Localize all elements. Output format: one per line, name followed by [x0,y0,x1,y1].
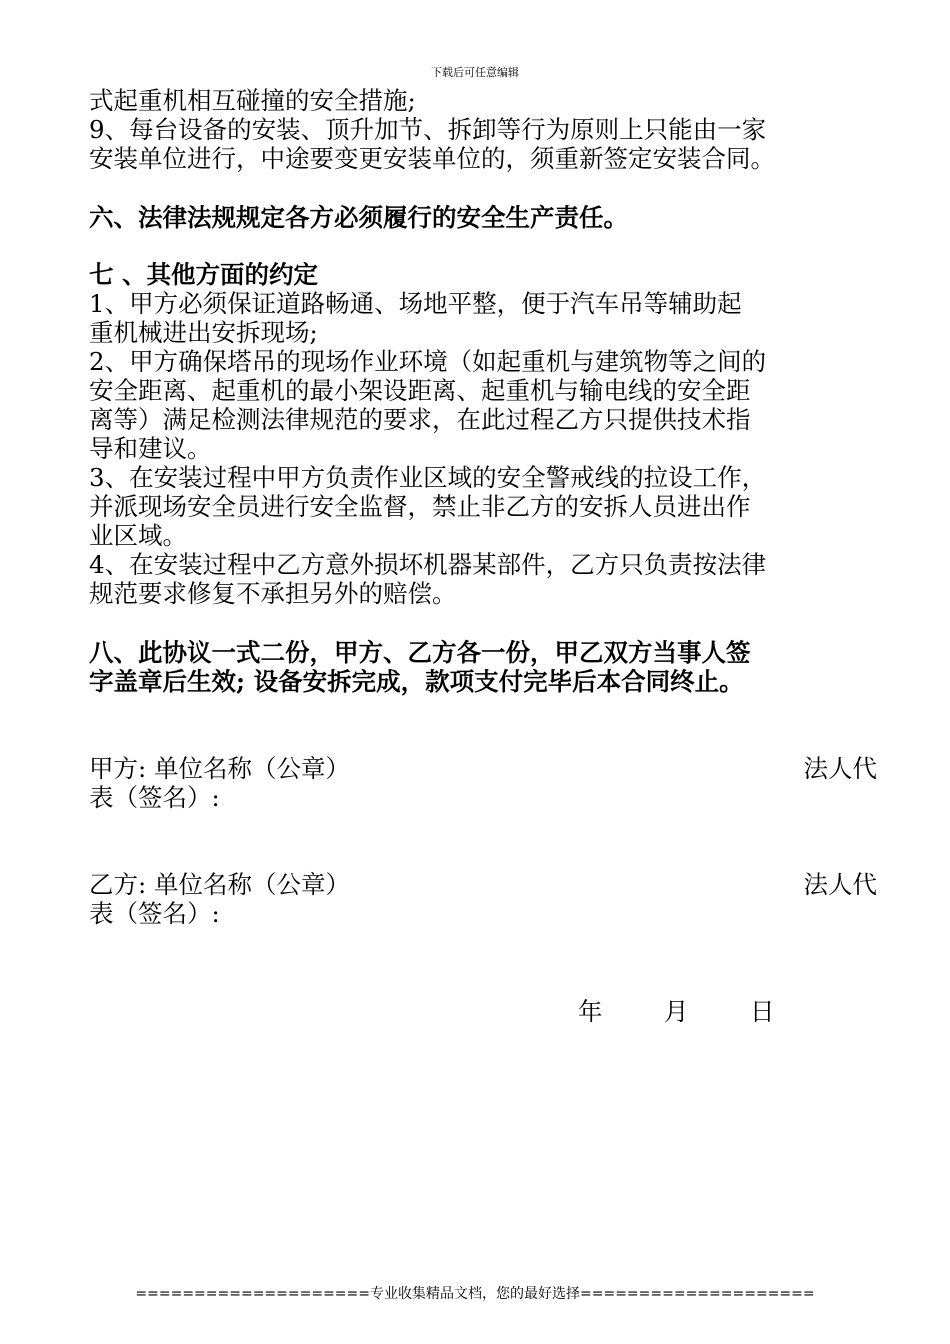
party-b-legal-rep-label: 法人代 [803,870,877,899]
section-7-item-1-line-1: 1、甲方必须保证道路畅通、场地平整，便于汽车吊等辅助起 [89,289,742,318]
party-a-legal-rep-label: 法人代 [803,754,877,783]
party-b-signature-row [89,870,877,899]
section-7-item-1-line-2: 重机械进出安拆现场; [89,318,318,347]
section-7-heading: 七 、其他方面的约定 [89,260,319,289]
party-a-signature-cont: 表（签名）: [89,783,220,812]
section-7-item-3-line-3: 业区域。 [89,521,187,550]
date-day-label: 日 [750,997,775,1026]
page-header-note: 下载后可任意编辑 [431,66,519,79]
section-8-heading-line-1: 八、此协议一式二份，甲方、乙方各一份，甲乙双方当事人签 [89,638,751,667]
page-footer: ====================专业收集精品文档，您的最好选择==================== [135,1286,815,1302]
signing-date [578,997,775,1026]
section-7-item-2-line-4: 导和建议。 [89,434,212,463]
section-7-item-2-line-3: 离等）满足检测法律规范的要求，在此过程乙方只提供技术指 [89,405,751,434]
date-year-label: 年 [578,997,603,1026]
section-7-item-4-line-1: 4、在安装过程中乙方意外损坏机器某部件，乙方只负责按法律 [89,550,767,579]
item-9-line-2: 安装单位进行，中途要变更安装单位的，须重新签定安装合同。 [89,144,775,173]
paragraph-line: 式起重机相互碰撞的安全措施; [89,86,416,115]
section-7-item-4-line-2: 规范要求修复不承担另外的赔偿。 [89,579,457,608]
document-body [89,86,877,928]
section-8-heading-line-2: 字盖章后生效; 设备安拆完成，款项支付完毕后本合同终止。 [89,667,744,696]
date-month-label: 月 [664,997,689,1026]
party-a-label: 甲方: 单位名称（公章） [89,754,351,783]
section-7-item-2-line-2: 安全距离、起重机的最小架设距离、起重机与输电线的安全距 [89,376,751,405]
party-b-label: 乙方: 单位名称（公章） [89,870,351,899]
party-a-signature-row [89,754,877,783]
item-9-line-1: 9、每台设备的安装、顶升加节、拆卸等行为原则上只能由一家 [89,115,767,144]
section-7-item-3-line-1: 3、在安装过程中甲方负责作业区域的安全警戒线的拉设工作， [89,463,767,492]
section-6-heading: 六、法律法规规定各方必须履行的安全生产责任。 [89,203,628,232]
section-7-item-3-line-2: 并派现场安全员进行安全监督，禁止非乙方的安拆人员进出作 [89,492,751,521]
party-b-signature-cont: 表（签名）: [89,899,220,928]
section-7-item-2-line-1: 2、甲方确保塔吊的现场作业环境（如起重机与建筑物等之间的 [89,347,767,376]
